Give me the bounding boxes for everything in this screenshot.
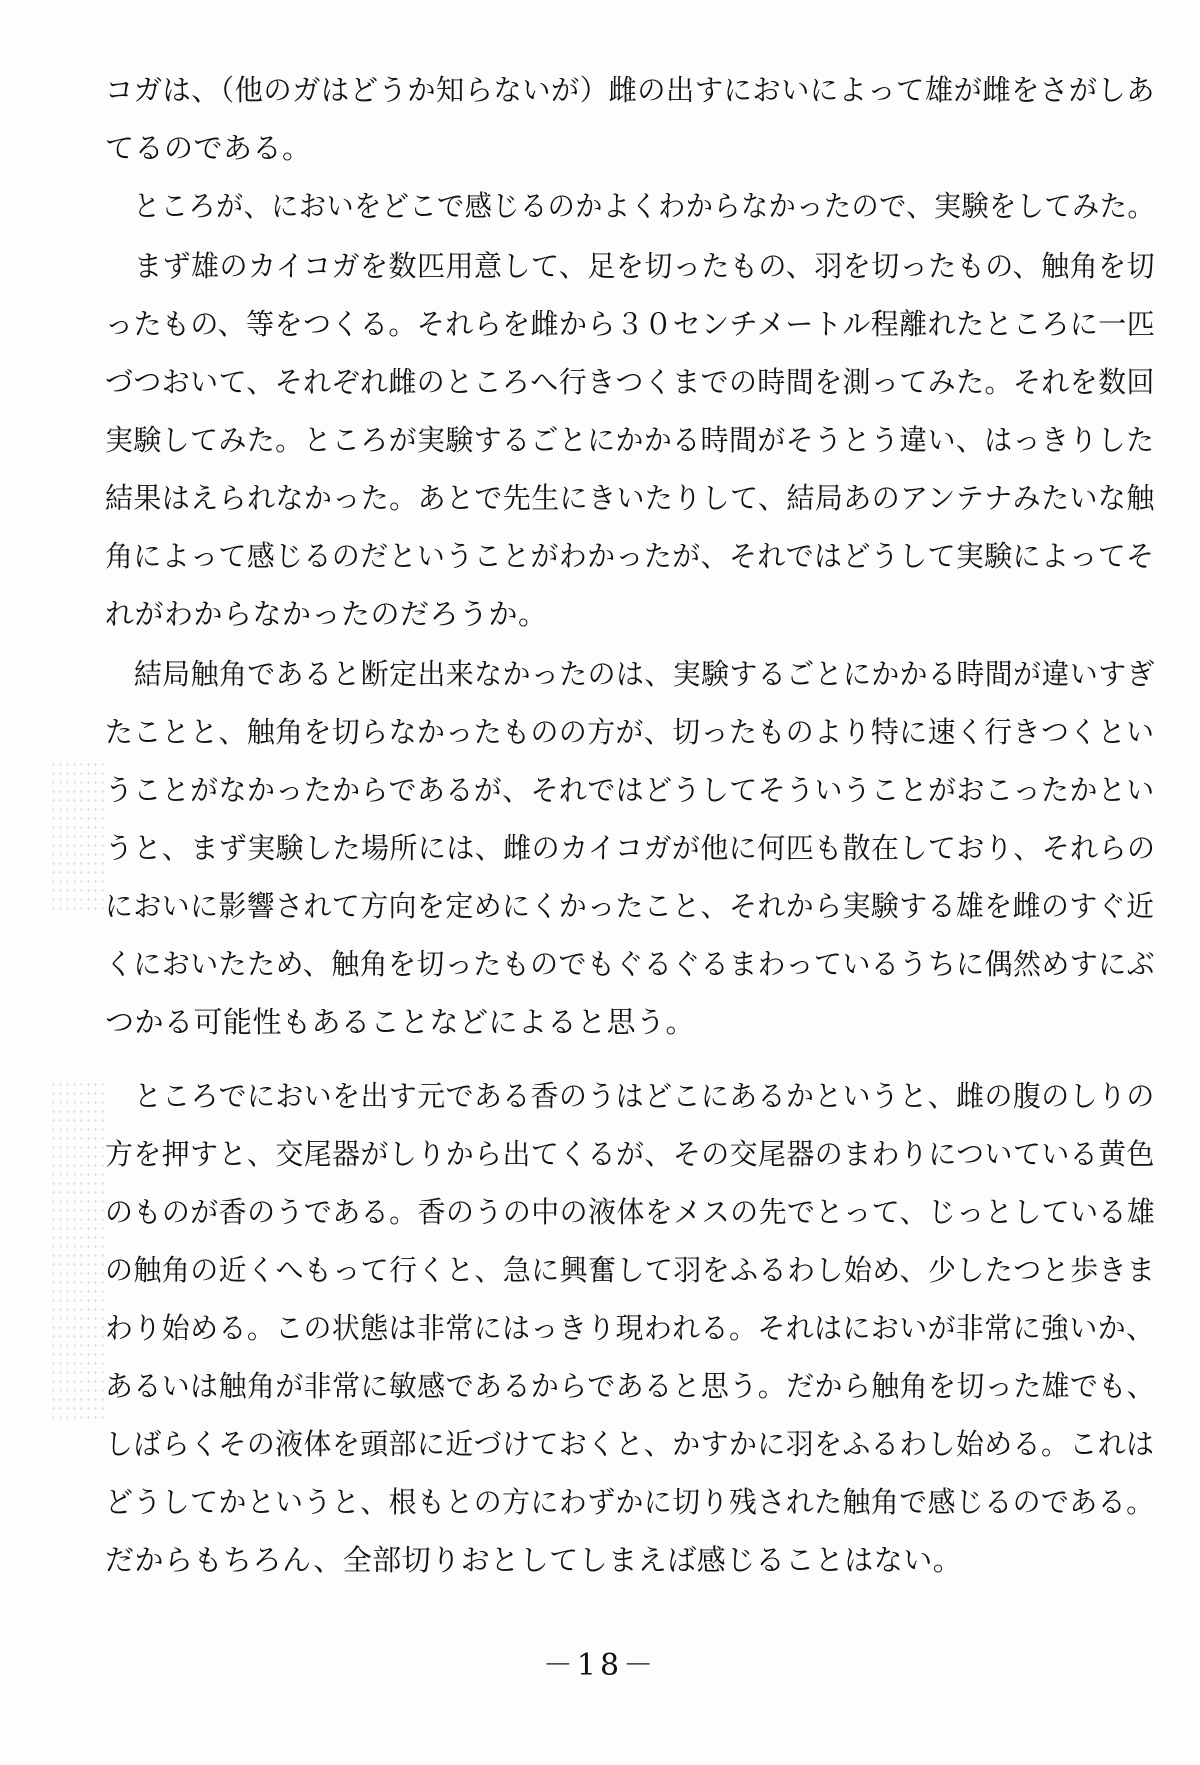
text-line: どうしてかというと、根もとの方にわずかに切り残された触角で感じるのである。 xyxy=(105,1485,1155,1519)
scan-noise xyxy=(50,1080,105,1420)
text-line: 実験してみた。ところが実験するごとにかかる時間がそうとう違い、はっきりした xyxy=(105,423,1155,457)
page-number: －18－ xyxy=(542,1648,658,1683)
text-line: うことがなかったからであるが、それではどうしてそういうことがおこったかとい xyxy=(105,773,1155,807)
text-line: 結局触角であると断定出来なかったのは、実験するごとにかかる時間が違いすぎ xyxy=(133,657,1155,691)
text-line: しばらくその液体を頭部に近づけておくと、かすかに羽をふるわし始める。これは xyxy=(105,1427,1155,1461)
text-line: づつおいて、それぞれ雌のところへ行きつくまでの時間を測ってみた。それを数回 xyxy=(105,365,1155,399)
text-line: わり始める。この状態は非常にはっきり現われる。それはにおいが非常に強いか、 xyxy=(105,1311,1155,1345)
text-line: てるのである。 xyxy=(105,131,312,165)
scan-noise xyxy=(50,760,105,910)
text-line: まず雄のカイコガを数匹用意して、足を切ったもの、羽を切ったもの、触角を切 xyxy=(133,249,1156,283)
text-line: においに影響されて方向を定めにくかったこと、それから実験する雄を雌のすぐ近 xyxy=(105,889,1155,923)
text-line: 方を押すと、交尾器がしりから出てくるが、その交尾器のまわりについている黄色 xyxy=(105,1137,1155,1171)
text-line: コガは、（他のガはどうか知らないが）雌の出すにおいによって雄が雌をさがしあ xyxy=(105,73,1155,107)
text-line: あるいは触角が非常に敏感であるからであると思う。だから触角を切った雄でも、 xyxy=(105,1369,1156,1403)
text-line: の触角の近くへもって行くと、急に興奮して羽をふるわし始め、少したつと歩きま xyxy=(105,1253,1156,1287)
text-line: くにおいたため、触角を切ったものでもぐるぐるまわっているうちに偶然めすにぶ xyxy=(105,947,1156,981)
text-line: のものが香のうである。香のうの中の液体をメスの先でとって、じっとしている雄 xyxy=(105,1195,1156,1229)
text-line: うと、まず実験した場所には、雌のカイコガが他に何匹も散在しており、それらの xyxy=(105,831,1156,865)
text-line: ところでにおいを出す元である香のうはどこにあるかというと、雌の腹のしりの xyxy=(133,1079,1155,1113)
text-line: 結果はえられなかった。あとで先生にきいたりして、結局あのアンテナみたいな触 xyxy=(105,481,1155,515)
text-line: つかる可能性もあることなどによると思う。 xyxy=(105,1005,696,1039)
text-line: 角によって感じるのだということがわかったが、それではどうして実験によってそ xyxy=(105,539,1155,573)
text-line: れがわからなかったのだろうか。 xyxy=(105,597,548,631)
text-line: ったもの、等をつくる。それらを雌から３０センチメートル程離れたところに一匹 xyxy=(105,307,1156,341)
text-line: だからもちろん、全部切りおとしてしまえば感じることはない。 xyxy=(105,1543,963,1577)
text-line: たことと、触角を切らなかったものの方が、切ったものより特に速く行きつくとい xyxy=(105,715,1155,749)
text-line: ところが、においをどこで感じるのかよくわからなかったので、実験をしてみた。 xyxy=(133,189,1155,223)
